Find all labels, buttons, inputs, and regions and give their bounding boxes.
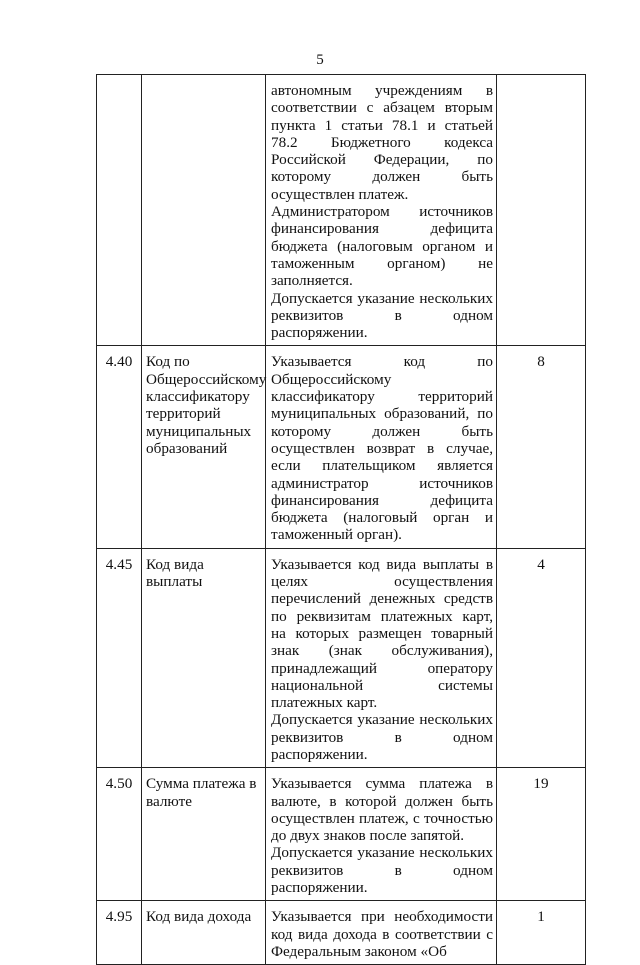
field-name-cell: Код по Общероссийскому классификатору территорий муниципальных образований — [142, 346, 266, 548]
description-paragraph: Указывается код вида выплаты в целях осуществления перечислений денежных средств по реквизитам платежных карт, на которых размещен товарный знак (знак обслуживания), принадлежащий оператору национальной системы платежных карт. — [271, 555, 493, 712]
field-length-cell: 1 — [497, 901, 586, 965]
page-number: 5 — [316, 52, 324, 68]
row-number-cell: 4.50 — [97, 768, 142, 901]
field-length-cell: 4 — [497, 548, 586, 768]
description-cell — [266, 768, 497, 901]
table-row — [97, 768, 586, 901]
row-number-cell: 4.40 — [97, 346, 142, 548]
field-name-cell — [142, 75, 266, 346]
field-length-cell — [497, 75, 586, 346]
description-paragraph: автономным учреждениям в соответствии с абзацем вторым пункта 1 статьи 78.1 и статьей 78.2 Бюджетного кодекса Российской Федерации, по которому должен быть осуществлен платеж. — [271, 82, 493, 203]
field-length-cell: 19 — [497, 768, 586, 901]
table-row — [97, 901, 586, 965]
field-name-cell: Код вида дохода — [142, 901, 266, 965]
description-cell — [266, 75, 497, 346]
description-cell — [266, 346, 497, 548]
description-paragraph: Допускается указание нескольких реквизитов в одном распоряжении. — [271, 289, 493, 342]
table-row — [97, 75, 586, 346]
row-number-cell: 4.95 — [97, 901, 142, 965]
description-paragraph: Указывается код по Общероссийскому классификатору территорий муниципальных образований, по которому должен быть осуществлен возврат в случае, если плательщиком является администратор источников финансирования дефицита бюджета (налоговый орган и таможенный орган). — [271, 353, 493, 544]
description-cell — [266, 901, 497, 965]
description-paragraph: Допускается указание нескольких реквизитов в одном распоряжении. — [271, 844, 493, 897]
description-paragraph: Указывается сумма платежа в валюте, в которой должен быть осуществлен платеж, с точностью до двух знаков после запятой. — [271, 775, 493, 845]
description-paragraph: Допускается указание нескольких реквизитов в одном распоряжении. — [271, 711, 493, 763]
field-name-cell: Сумма платежа в валюте — [142, 768, 266, 901]
table-row — [97, 346, 586, 548]
field-length-cell: 8 — [497, 346, 586, 548]
table-row — [97, 548, 586, 768]
row-number-cell: 4.45 — [97, 548, 142, 768]
requisites-table — [96, 74, 586, 965]
field-name-cell: Код вида выплаты — [142, 548, 266, 768]
description-cell — [266, 548, 497, 768]
row-number-cell — [97, 75, 142, 346]
description-paragraph: Указывается при необходимости код вида дохода в соответствии с Федеральным законом «Об — [271, 908, 493, 960]
description-paragraph: Администратором источников финансирования дефицита бюджета (налоговым органом и таможенным органом) не заполняется. — [271, 203, 493, 290]
